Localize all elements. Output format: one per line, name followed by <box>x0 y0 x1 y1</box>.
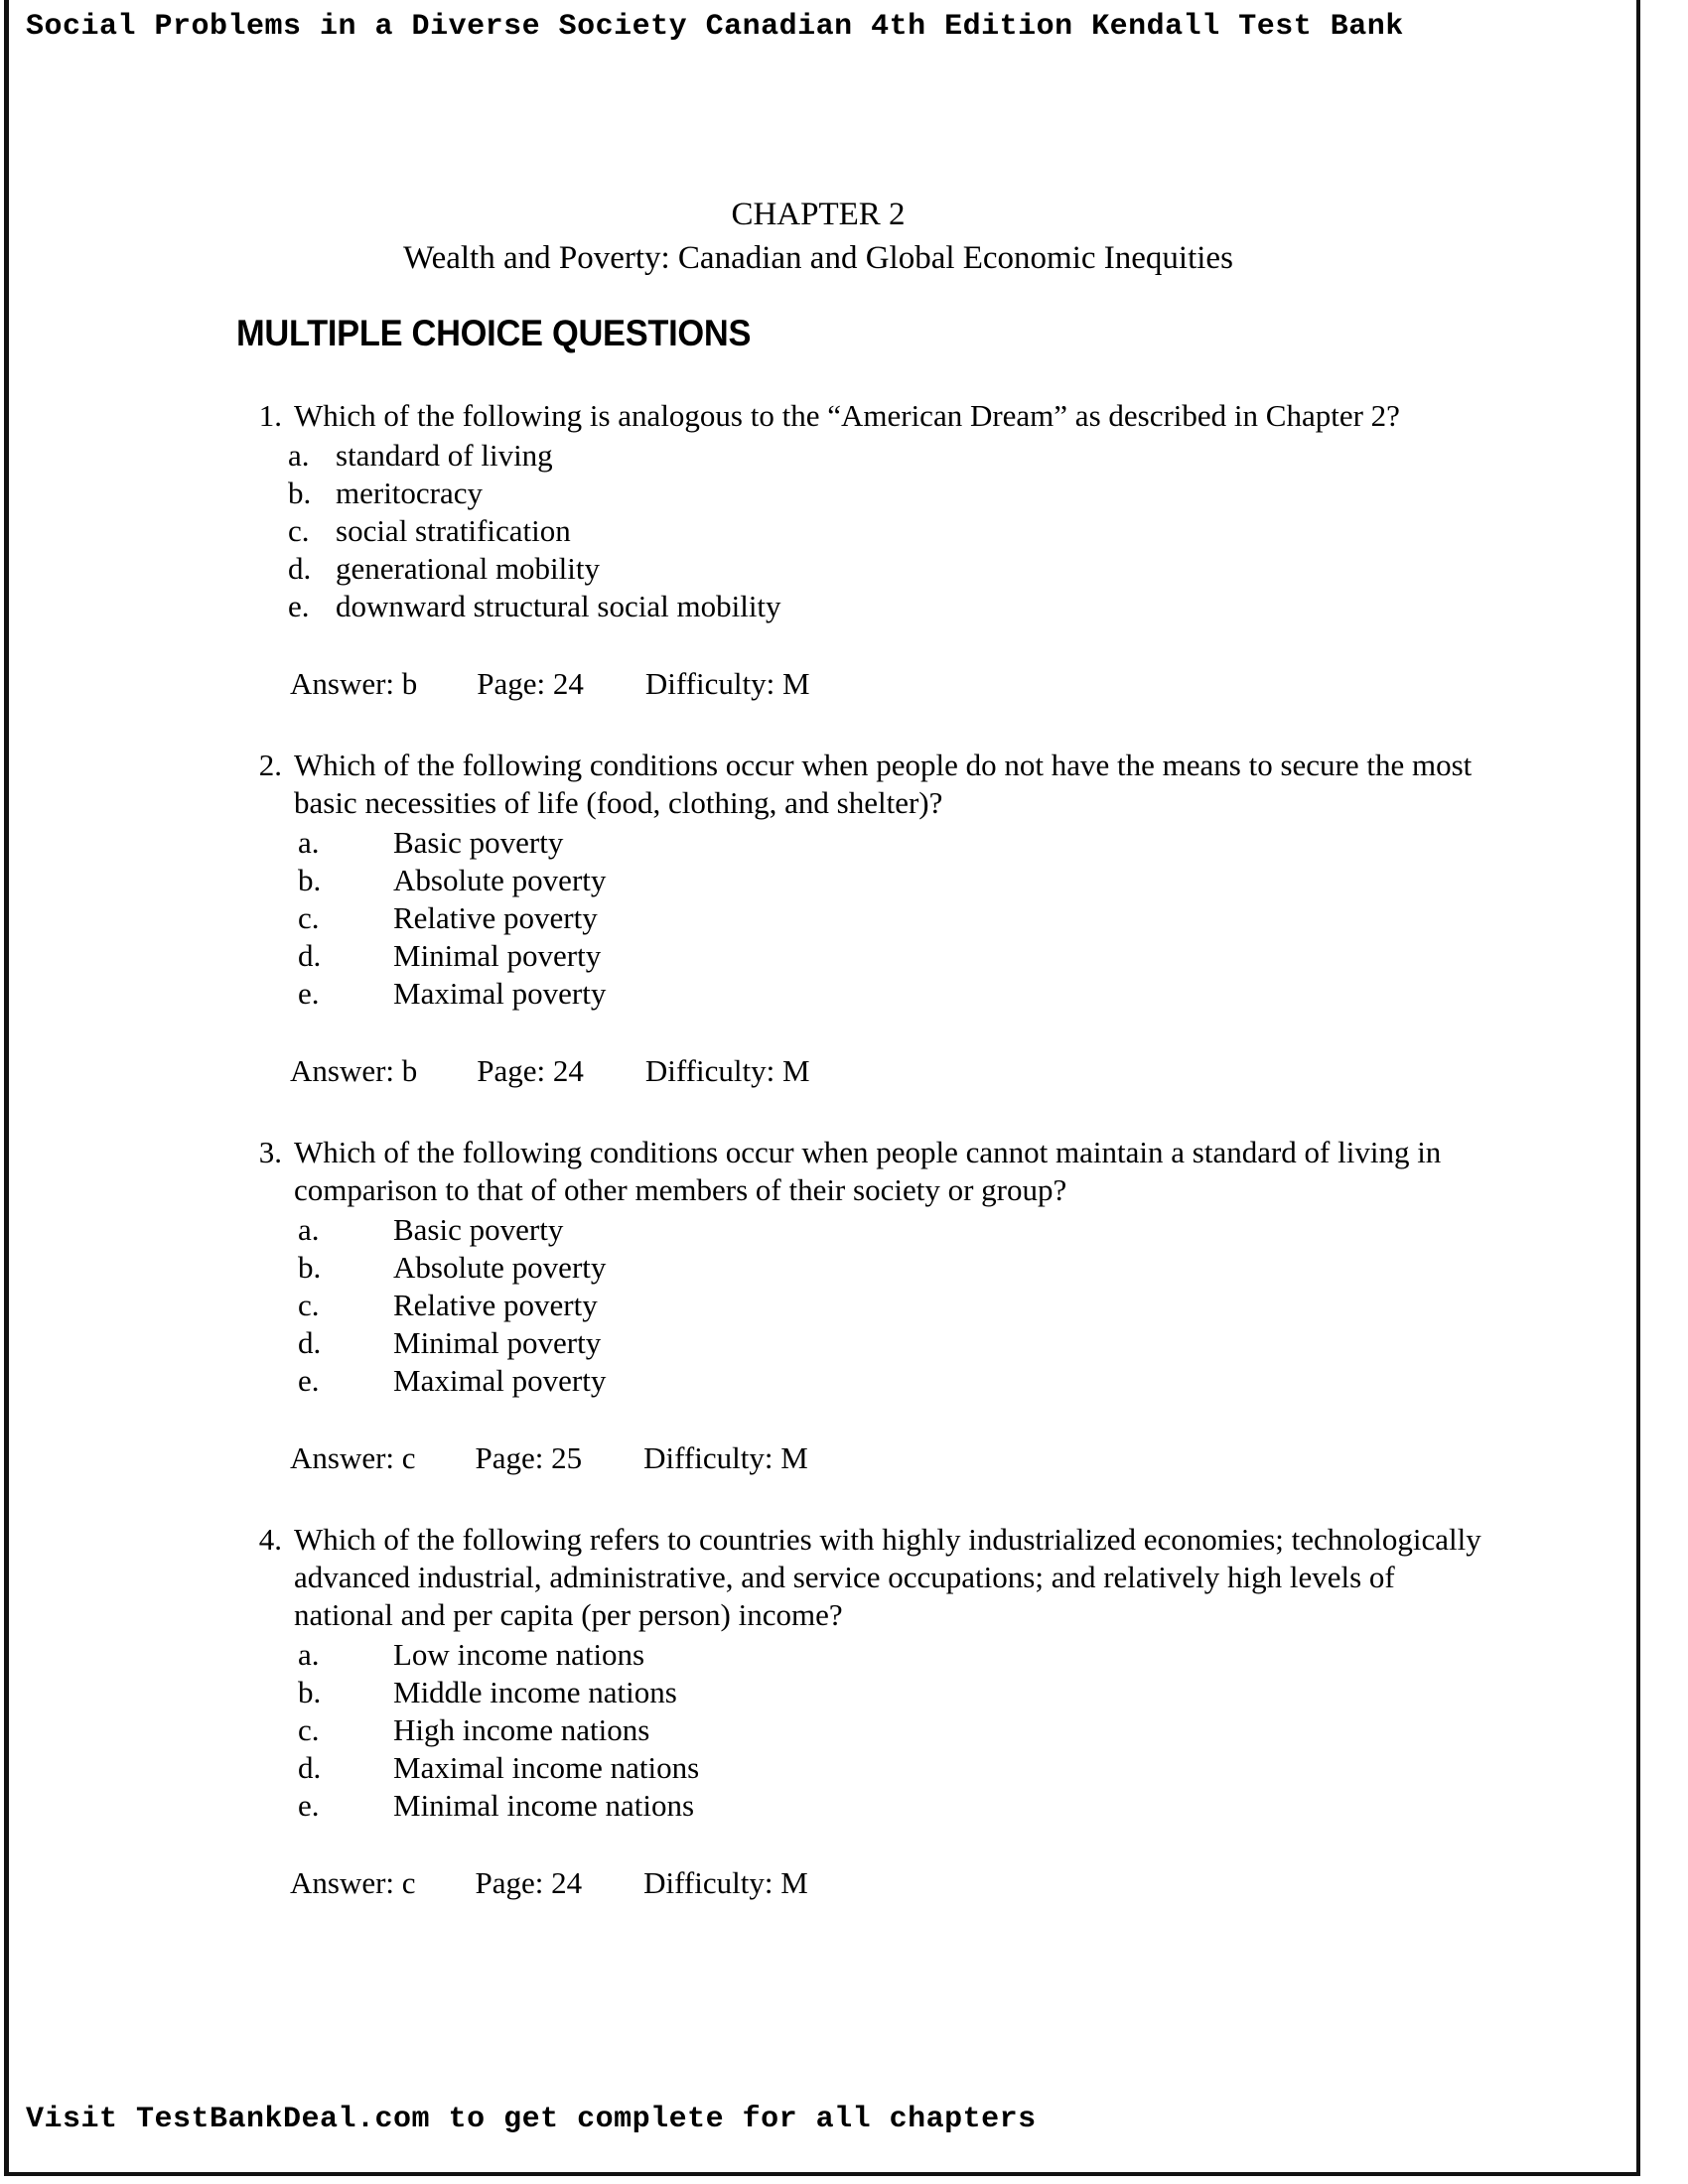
option-row[interactable] <box>0 937 1636 975</box>
answer-metadata-line <box>0 1439 1636 1477</box>
question-block <box>0 397 1636 703</box>
option-row[interactable] <box>0 1324 1636 1362</box>
option-letter: d. <box>298 938 322 973</box>
option-list <box>0 824 1636 1013</box>
option-text: Maximal poverty <box>393 976 607 1011</box>
question-block <box>0 1521 1636 1902</box>
answer-metadata-line <box>0 1052 1636 1090</box>
option-letter: d. <box>288 551 312 586</box>
chapter-heading-block <box>0 193 1636 280</box>
option-letter: b. <box>298 1675 322 1709</box>
question-stem-text: Which of the following conditions occur when people do not have the means to secure the most basic necessities of life (food, clothing, and shelter)? <box>294 748 1473 820</box>
page-border-bottom <box>4 2172 1640 2176</box>
option-row[interactable] <box>0 1249 1636 1287</box>
option-row[interactable] <box>0 437 1636 475</box>
section-heading: MULTIPLE CHOICE QUESTIONS <box>236 313 752 353</box>
page-border-right <box>1636 0 1640 2176</box>
option-row[interactable] <box>0 1636 1636 1674</box>
option-text: Minimal poverty <box>393 938 602 973</box>
option-text: Relative poverty <box>393 900 598 935</box>
question-list <box>0 397 1636 1946</box>
answer-metadata-line <box>0 665 1636 703</box>
question-stem <box>0 1134 1636 1209</box>
option-text: Basic poverty <box>393 825 564 860</box>
chapter-title: Wealth and Poverty: Canadian and Global Economic Inequities <box>403 240 1233 276</box>
option-row[interactable] <box>0 1787 1636 1825</box>
option-row[interactable] <box>0 1211 1636 1249</box>
option-letter: e. <box>288 589 310 623</box>
option-text: Absolute poverty <box>393 863 607 897</box>
question-stem <box>0 1521 1636 1634</box>
option-row[interactable] <box>0 550 1636 588</box>
question-number: 2. <box>258 748 282 782</box>
option-letter: e. <box>298 1788 320 1823</box>
top-watermark-title: Social Problems in a Diverse Society Canadian 4th Edition Kendall Test Bank <box>26 10 1404 44</box>
option-text: downward structural social mobility <box>336 589 781 623</box>
option-text: Minimal income nations <box>393 1788 695 1823</box>
option-row[interactable] <box>0 1674 1636 1711</box>
option-text: High income nations <box>393 1712 650 1747</box>
answer-value: Answer: b <box>290 1053 418 1088</box>
option-text: Low income nations <box>393 1637 645 1672</box>
question-block <box>0 1134 1636 1477</box>
question-stem-text: Which of the following refers to countries with highly industrialized economies; technologically advanced industrial, administrative, and service occupations; and relatively high levels of national and per capita (per person) income? <box>294 1522 1481 1632</box>
option-letter: d. <box>298 1325 322 1360</box>
option-row[interactable] <box>0 512 1636 550</box>
option-letter: e. <box>298 976 320 1011</box>
question-number: 4. <box>258 1522 282 1557</box>
difficulty-level: Difficulty: M <box>644 1053 810 1088</box>
answer-value: Answer: c <box>290 1440 416 1475</box>
question-stem <box>0 747 1636 822</box>
page-reference: Page: 24 <box>475 1865 583 1900</box>
option-row[interactable] <box>0 862 1636 899</box>
option-text: Middle income nations <box>393 1675 677 1709</box>
option-letter: b. <box>298 863 322 897</box>
question-number: 3. <box>258 1135 282 1169</box>
option-row[interactable] <box>0 899 1636 937</box>
option-letter: b. <box>298 1250 322 1285</box>
difficulty-level: Difficulty: M <box>643 1865 808 1900</box>
option-row[interactable] <box>0 1749 1636 1787</box>
question-number: 1. <box>258 398 282 433</box>
option-row[interactable] <box>0 824 1636 862</box>
option-letter: b. <box>288 476 312 510</box>
page-reference: Page: 24 <box>477 666 584 701</box>
question-stem <box>0 397 1636 435</box>
option-letter: c. <box>288 513 310 548</box>
option-text: Maximal poverty <box>393 1363 607 1398</box>
option-letter: c. <box>298 1288 320 1322</box>
page-reference: Page: 25 <box>475 1440 583 1475</box>
option-text: Relative poverty <box>393 1288 598 1322</box>
bottom-watermark-link: Visit TestBankDeal.com to get complete for all chapters <box>26 2103 1037 2136</box>
answer-value: Answer: b <box>290 666 418 701</box>
option-row[interactable] <box>0 1287 1636 1324</box>
option-text: generational mobility <box>336 551 601 586</box>
option-text: Basic poverty <box>393 1212 564 1247</box>
option-row[interactable] <box>0 475 1636 512</box>
page-reference: Page: 24 <box>477 1053 584 1088</box>
option-row[interactable] <box>0 588 1636 625</box>
option-list <box>0 437 1636 625</box>
question-stem-text: Which of the following conditions occur when people cannot maintain a standard of living in comparison to that of other members of their society or group? <box>294 1135 1442 1207</box>
option-letter: a. <box>298 1637 320 1672</box>
difficulty-level: Difficulty: M <box>644 666 810 701</box>
question-block <box>0 747 1636 1090</box>
option-letter: a. <box>298 1212 320 1247</box>
option-text: standard of living <box>336 438 553 473</box>
answer-metadata-line <box>0 1864 1636 1902</box>
option-text: Maximal income nations <box>393 1750 700 1785</box>
option-text: meritocracy <box>336 476 484 510</box>
option-list <box>0 1636 1636 1825</box>
option-text: social stratification <box>336 513 571 548</box>
option-list <box>0 1211 1636 1400</box>
option-letter: e. <box>298 1363 320 1398</box>
option-text: Minimal poverty <box>393 1325 602 1360</box>
answer-value: Answer: c <box>290 1865 416 1900</box>
option-letter: c. <box>298 1712 320 1747</box>
option-letter: d. <box>298 1750 322 1785</box>
option-row[interactable] <box>0 1362 1636 1400</box>
question-stem-text: Which of the following is analogous to the “American Dream” as described in Chapter 2? <box>294 398 1400 433</box>
option-text: Absolute poverty <box>393 1250 607 1285</box>
difficulty-level: Difficulty: M <box>643 1440 808 1475</box>
option-letter: a. <box>288 438 310 473</box>
chapter-label: CHAPTER 2 <box>731 197 906 232</box>
option-row[interactable] <box>0 1711 1636 1749</box>
option-row[interactable] <box>0 975 1636 1013</box>
option-letter: a. <box>298 825 320 860</box>
option-letter: c. <box>298 900 320 935</box>
